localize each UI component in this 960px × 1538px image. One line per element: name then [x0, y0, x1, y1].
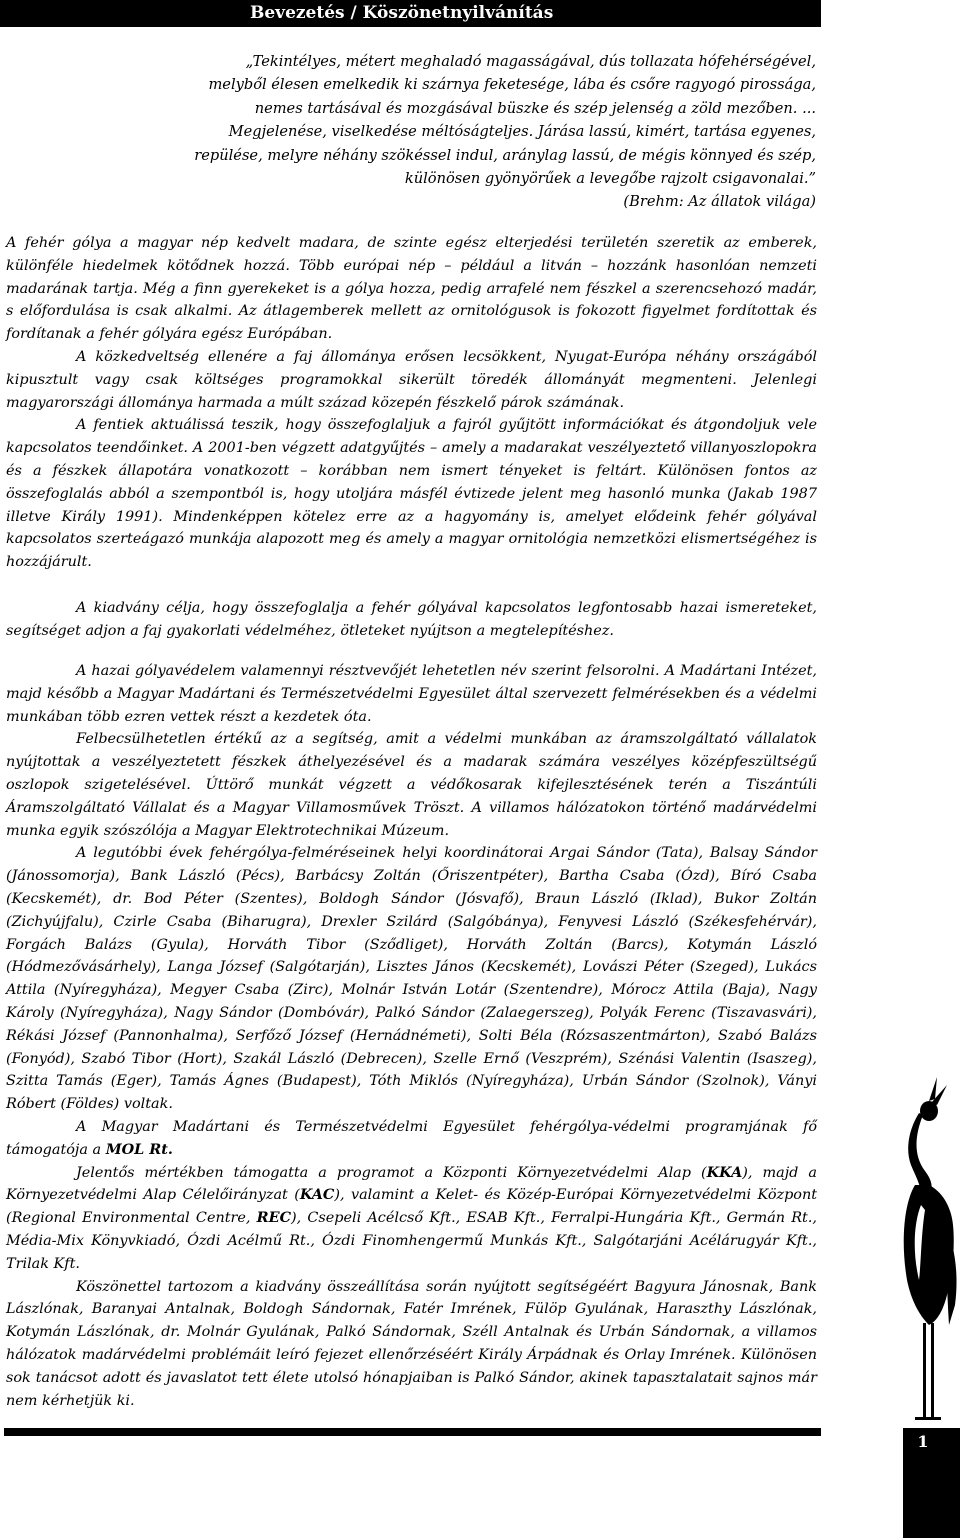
epigraph-line: Megjelenése, viselkedése méltóságteljes. Járása lassú, kimért, tartása egyenes, [228, 123, 816, 141]
paragraph: A közkedveltség ellenére a faj állománya erősen lecsökkent, Nyugat-Európa néhány országából kipusztult vagy csak költséges programokkal sikerült töredék állományát megmenteni. Jelenlegi magyarországi állománya harmada a múlt század közepén fészkelő párok számának. [6, 348, 817, 411]
paragraph: A fentiek aktuálissá teszik, hogy összefoglaljuk a fajról gyűjtött információkat és átgondoljuk vele kapcsolatos teendőinket. A 2001-ben végzett adatgyűjtés – amely a madarakat veszélyeztető villanyoszlopokra és a fészkek állapotára vonatkozott – korábban nem ismert tényeket is feltárt. Különösen fontos az összefoglalás abból a szempontból is, hogy utoljára másfél évtizede jelent meg hasonló munka (Jakab 1987 illetve Király 1991). Mindenképpen kötelez erre az a hagyomány is, amelyet elődeink fehér gólyával kapcsolatos szerteágazó munkája alapozott meg és amely a magyar ornitológia nemzetközi elismertségéhez is hozzájárult. [6, 417, 817, 571]
paragraph: A legutóbbi évek fehérgólya-felméréseinek helyi koordinátorai Argai Sándor (Tata), Balsay Sándor (Jánossomorja), Bank László (Pécs), Barbácsy Zoltán (Őriszentpéter), Bartha Csaba (Ózd), Bíró Csaba (Kecskemét), dr. Bod Péter (Szentes), Boldogh Sándor (Jósvafő), Braun László (Iklad), Bukor Zoltán (Zichyújfalu), Czirle Csaba (Biharugra), Drexler Szilárd (Salgóbánya), Fenyvesi László (Székesfehérvár), Forgách Balázs (Gyula), Horváth Tibor (Sződliget), Horváth Zoltán (Barcs), Kotymán László (Hódmezővásárhely), Langa József (Salgótarján), Lisztes János (Kecskemét), Lovászi Péter (Szeged), Lukács Attila (Nyíregyháza), Megyer Csaba (Zirc), Molnár István Lotár (Szentendre), Mórocz Attila (Baja), Nagy Károly (Nyíregyháza), Nagy Sándor (Dombóvár), Palkó Sándor (Zalaegerszeg), Polyák Ferenc (Tiszavasvári), Rékási József (Pannonhalma), Serfőző József (Hernádnémeti), Solti Béla (Rózsaszentmárton), Szabó Balázs (Fonyód), Szabó Tibor (Hort), Szakál László (Debrecen), Szelle Ernő (Veszprém), Szénási Valentin (Isaszeg), Szitta Tamás (Eger), Tamás Ágnes (Budapest), Tóth Miklós (Nyíregyháza), Urbán Sándor (Szolnok), Ványi Róbert (Földes) voltak. [6, 845, 817, 1113]
sponsor-acronym: KAC [299, 1186, 335, 1204]
page-number: 1 [917, 1432, 929, 1451]
page-number-tab [903, 1428, 960, 1538]
paragraph [6, 1162, 817, 1276]
epigraph-quote [110, 50, 816, 214]
paragraph: A fehér gólya a magyar nép kedvelt madara, de szinte egész elterjedési területén szeretik az emberek, különféle hiedelmek kötődnek hozzá. Több európai nép – például a litván – hozzánk hasonlóan nemzeti madarának tartja. Még a finn gyerekeket is a gólya hozza, pedig arrafelé nem fészkel a szerencsehozó madár, s előfordulása is csak alkalmi. Az átlagemberek mellett az ornitológusok is fokozott figyelmet fordítottak és fordítanak a fehér gólyára egész Európában. [6, 235, 817, 343]
paragraph [6, 1116, 817, 1162]
paragraph: Felbecsülhetetlen értékű az a segítség, amit a védelmi munkában az áramszolgáltató vállalatok nyújtottak a veszélyeztetett fészkek áthelyezésével és a madarak számára veszélyes középfeszültségű oszlopok szigetelésével. Úttörő munkát végzett a védőkosarak kifejlesztésének terén a Tiszántúli Áramszolgáltató Vállalat és a Magyar Villamosművek Tröszt. A villamos hálózatokon történő madárvédelmi munka egyik szószólója a Magyar Elektrotechnikai Múzeum. [6, 731, 817, 839]
epigraph-line: melyből élesen emelkedik ki szárnya feketesége, lába és csőre ragyogó pirossága, [208, 76, 816, 94]
sponsor-acronym: REC [256, 1209, 292, 1227]
acknowledgements-section [6, 660, 817, 1412]
sponsor-name: MOL Rt. [105, 1140, 173, 1158]
paragraph-text: ), valamint a Kelet- és Közép-Európai Környezetvédelmi Központ (Regional Environmental Centre, [6, 1187, 817, 1227]
paragraph-text: ), Csepeli Acélcső Kft., ESAB Kft., Ferralpi-Hungária Kft., Germán Rt., Média-Mix Könyvkiadó, Ózdi Acélmű Rt., Ózdi Finomhengermű Munkás Kft., Salgótarjáni Acélárugyár Kft., Trilak Kft. [6, 1210, 817, 1272]
paragraph: Köszönettel tartozom a kiadvány összeállítása során nyújtott segítségéért Bagyura Jánosnak, Bank Lászlónak, Baranyai Antalnak, Boldogh Sándornak, Fatér Imrének, Fülöp Gyulának, Haraszthy Lászlónak, Kotymán Lászlónak, dr. Molnár Gyulának, Palkó Sándornak, Széll Antalnak és Urbán Sándornak, a villamos hálózatok madárvédelmi problémáit leíró fejezet ellenőrzéséért Király Árpádnak és Orlay Imrének. Különösen sok tanácsot adott és javaslatot tett élete utolsó hónapjaiban is Palkó Sándor, akinek tapasztalatait sajnos már nem kérhetjük ki. [6, 1278, 817, 1409]
paragraph: A hazai gólyavédelem valamennyi résztvevőjét lehetetlen név szerint felsorolni. A Madártani Intézet, majd később a Magyar Madártani és Természetvédelmi Egyesület által szervezett felmérésekben és a védelmi munkában több ezren vettek részt a kezdetek óta. [6, 663, 817, 725]
epigraph-line: nemes tartásával és mozgásával büszke és szép jelenség a zöld mezőben. ... [254, 99, 816, 117]
intro-section [6, 232, 817, 574]
page-title: Bevezetés / Köszönetnyilvánítás [250, 3, 554, 23]
stork-silhouette-icon [885, 1075, 960, 1425]
epigraph-line: „Tekintélyes, métert meghaladó magasságával, dús tollazata hófehérségével, [245, 53, 816, 70]
epigraph-attribution: (Brehm: Az állatok világa) [623, 193, 816, 211]
epigraph-line: különösen gyönyörűek a levegőbe rajzolt csigavonalai.” [404, 170, 816, 188]
epigraph-line: repülése, melyre néhány szökéssel indul, aránylag lassú, de mégis könnyed és szép, [194, 146, 816, 164]
paragraph-text: Jelentős mértékben támogatta a programot a Központi Környezetvédelmi Alap ( [76, 1164, 707, 1181]
purpose-section [6, 597, 817, 643]
header-bar [0, 0, 821, 27]
paragraph: A kiadvány célja, hogy összefoglalja a fehér gólyával kapcsolatos legfontosabb hazai ismereteket, segítséget adjon a faj gyakorlati védelméhez, ötleteket nyújtson a megtelepítéshez. [6, 600, 817, 639]
sponsor-acronym: KKA [706, 1163, 743, 1181]
paragraph-text: ), majd a Környezetvédelmi Alap Célelőirányzat ( [6, 1164, 817, 1204]
paragraph-text: A Magyar Madártani és Természetvédelmi Egyesület fehérgólya-védelmi programjának fő támogatója a [6, 1118, 817, 1158]
footer-rule [4, 1428, 821, 1436]
